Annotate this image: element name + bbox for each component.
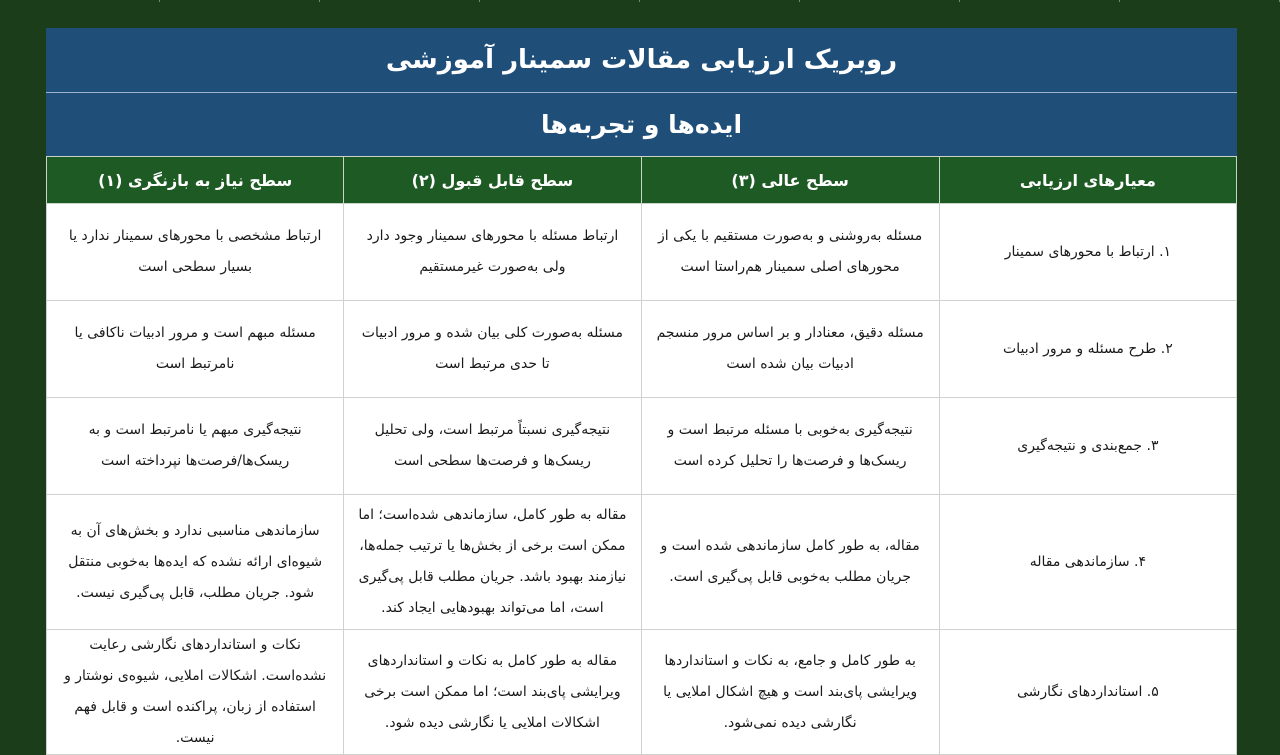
rubric-table [46,156,1237,755]
excellent-cell: مسئله دقیق، معنادار و بر اساس مرور منسجم ادبیات بیان شده است [641,301,939,398]
criterion-cell: ۳. جمع‌بندی و نتیجه‌گیری [939,398,1236,495]
table-row [47,204,1237,301]
table-row [47,630,1237,755]
document-subtitle: ایده‌ها و تجربه‌ها [46,93,1237,156]
header-criteria: معیارهای ارزیابی [939,157,1236,204]
excellent-cell: نتیجه‌گیری به‌خوبی با مسئله مرتبط است و ریسک‌ها و فرصت‌ها را تحلیل کرده است [641,398,939,495]
table-row [47,398,1237,495]
criterion-cell: ۲. طرح مسئله و مرور ادبیات [939,301,1236,398]
acceptable-cell: مقاله به طور کامل، سازماندهی شده‌است؛ اما ممکن است برخی از بخش‌ها یا ترتیب جمله‌ها، نیازمند بهبود باشد. جریان مطلب قابل پی‌گیری است، اما می‌تواند بهبودهایی ایجاد کند. [344,495,641,630]
excellent-cell: به طور کامل و جامع، به نکات و استانداردها ویرایشی پای‌بند است و هیچ اشکال املایی یا نگارشی دیده نمی‌شود. [641,630,939,755]
excellent-cell: مقاله، به طور کامل سازماندهی شده است و جریان مطلب به‌خوبی قابل پی‌گیری است. [641,495,939,630]
rubric-document [46,28,1237,746]
table-row [47,495,1237,630]
document-title: روبریک ارزیابی مقالات سمینار آموزشی [46,28,1237,93]
criterion-cell: ۵. استانداردهای نگارشی [939,630,1236,755]
criterion-cell: ۱. ارتباط با محورهای سمینار [939,204,1236,301]
acceptable-cell: مسئله به‌صورت کلی بیان شده و مرور ادبیات تا حدی مرتبط است [344,301,641,398]
acceptable-cell: ارتباط مسئله با محورهای سمینار وجود دارد ولی به‌صورت غیرمستقیم [344,204,641,301]
header-acceptable: سطح قابل قبول (۲) [344,157,641,204]
excellent-cell: مسئله به‌روشنی و به‌صورت مستقیم با یکی از محورهای اصلی سمینار هم‌راستا است [641,204,939,301]
needs-revision-cell: ارتباط مشخصی با محورهای سمینار ندارد یا بسیار سطحی است [47,204,344,301]
needs-revision-cell: سازماندهی مناسبی ندارد و بخش‌های آن به شیوه‌ای ارائه نشده که ایده‌ها به‌خوبی منتقل شود. جریان مطلب، قابل پی‌گیری نیست. [47,495,344,630]
header-needs-revision: سطح نیاز به بازنگری (۱) [47,157,344,204]
needs-revision-cell: مسئله مبهم است و مرور ادبیات ناکافی یا نامرتبط است [47,301,344,398]
top-divider-strip [0,0,1280,2]
acceptable-cell: مقاله به طور کامل به نکات و استانداردهای ویرایشی پای‌بند است؛ اما ممکن است برخی اشکالات املایی یا نگارشی دیده شود. [344,630,641,755]
criterion-cell: ۴. سازماندهی مقاله [939,495,1236,630]
table-row [47,301,1237,398]
header-excellent: سطح عالی (۳) [641,157,939,204]
header-row [47,157,1237,204]
needs-revision-cell: نتیجه‌گیری مبهم یا نامرتبط است و به ریسک‌ها/فرصت‌ها نپرداخته است [47,398,344,495]
needs-revision-cell: نکات و استانداردهای نگارشی رعایت نشده‌است. اشکالات املایی، شیوه‌ی نوشتار و استفاده از زبان، پراکنده است و قابل فهم نیست. [47,630,344,755]
acceptable-cell: نتیجه‌گیری نسبتاً مرتبط است، ولی تحلیل ریسک‌ها و فرصت‌ها سطحی است [344,398,641,495]
